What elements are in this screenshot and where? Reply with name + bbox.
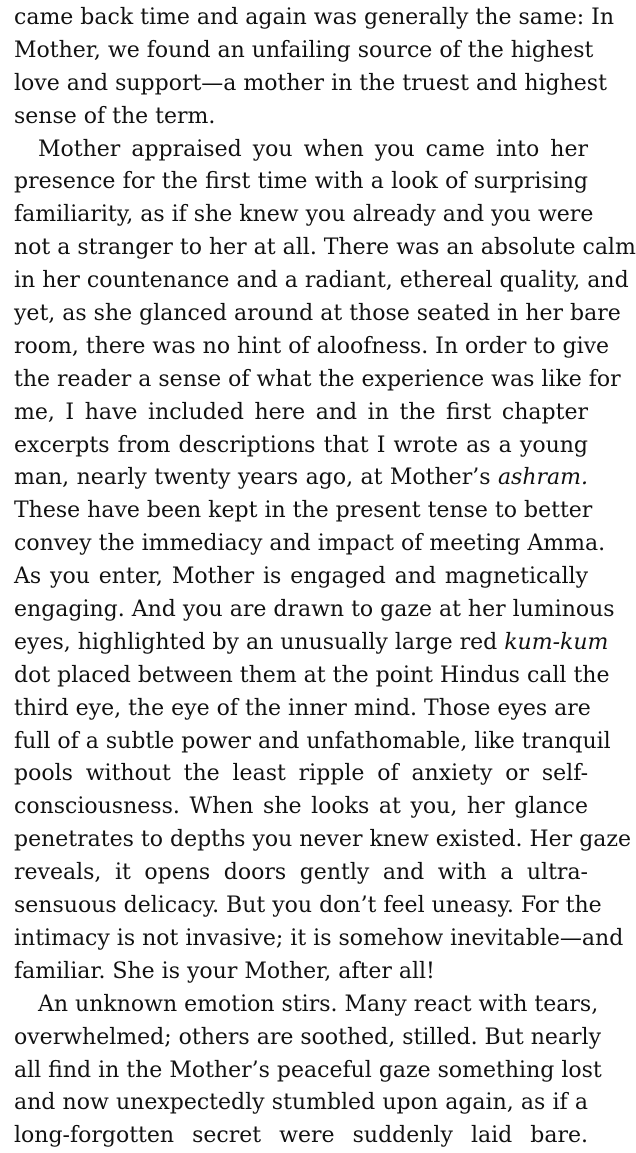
text-line: overwhelmed; others are soothed, stilled. But nearly [14,1024,602,1050]
text-segment: eyes, highlighted by an unusually large red [14,629,505,655]
text-line: came back time and again was generally the same: In [14,5,615,30]
text-line: long-forgotten secret were suddenly laid bare. [14,1123,588,1149]
text-line: and now unexpectedly stumbled upon again, as if a [14,1090,588,1116]
text-line: consciousness. When she looks at you, her glance [14,794,588,820]
text-line: An unknown emotion stirs. Many react with tears, [38,991,599,1017]
text-line: sensuous delicacy. But you don’t feel uneasy. For the [14,893,602,919]
text-line: the reader a sense of what the experience was like for [14,366,621,392]
text-segment: man, nearly twenty years ago, at Mother’s [14,465,498,491]
text-line: sense of the term. [14,103,216,129]
text-line: dot placed between them at the point Hindus call the [14,662,610,688]
text-line-with-italic [14,627,609,660]
text-line: penetrates to depths you never knew existed. Her gaze [14,827,631,853]
text-line: convey the immediacy and impact of meeting Amma. [14,531,606,557]
text-line: familiar. She is your Mother, after all! [14,958,435,984]
text-line: third eye, the eye of the inner mind. Those eyes are [14,695,591,721]
text-line: me, I have included here and in the first chapter [14,399,588,425]
text-line: Mother appraised you when you came into her [38,136,588,162]
text-line: intimacy is not invasive; it is somehow inevitable—and [14,925,624,951]
paragraph-2 [14,134,636,989]
text-line: all find in the Mother’s peaceful gaze something lost [14,1057,602,1083]
text-line: not a stranger to her at all. There was an absolute calm [14,235,636,261]
text-line: full of a subtle power and unfathomable, like tranquil [14,728,611,754]
text-line: reveals, it opens doors gently and with a ultra- [14,860,588,886]
text-line: Mother, we found an unfailing source of the highest [14,37,594,63]
text-line: These have been kept in the present tense to better [14,498,593,524]
paragraph-3 [14,989,602,1153]
text-line: presence for the first time with a look of surprising [14,169,588,195]
italic-term-ashram: ashram. [497,465,588,491]
text-line: As you enter, Mother is engaged and magnetically [14,564,588,590]
text-line: excerpts from descriptions that I wrote as a young [14,432,588,458]
book-page [14,2,636,1153]
paragraph-1 [14,2,615,134]
text-line: in her countenance and a radiant, ethereal quality, and [14,268,629,294]
text-line-with-italic [14,462,588,495]
text-line: yet, as she glanced around at those seated in her bare [14,301,621,327]
text-line: room, there was no hint of aloofness. In order to give [14,333,610,359]
text-line: pools without the least ripple of anxiety or self- [14,761,588,787]
text-line: familiarity, as if she knew you already and you were [14,202,594,228]
text-line: engaging. And you are drawn to gaze at her luminous [14,597,615,623]
italic-term-kumkum: kum-kum [504,629,609,655]
text-line: love and support—a mother in the truest and highest [14,70,607,96]
